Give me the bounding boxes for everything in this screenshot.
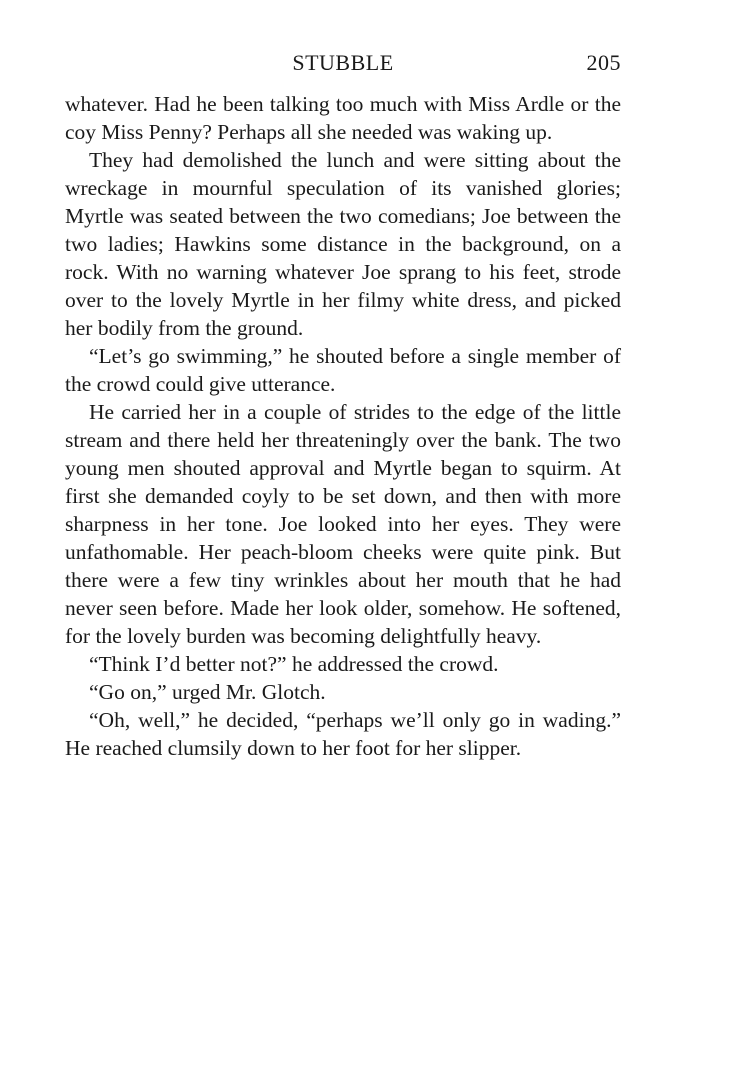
paragraph-3: “Let’s go swimming,” he shouted before a single member of the crowd could give utterance. (65, 344, 621, 396)
running-title: STUBBLE (292, 50, 394, 75)
running-head (65, 50, 621, 78)
paragraph-1: whatever. Had he been talking too much with Miss Ardle or the coy Miss Penny? Perhaps all she needed was waking up. (65, 92, 621, 144)
paragraph-2: They had demolished the lunch and were sitting about the wreckage in mournful speculation of its vanished glories; Myrtle was seated between the two comedians; Joe between the two ladies; Hawkins some distance in the background, on a rock. With no warning whatever Joe sprang to his feet, strode over to the lovely Myrtle in her filmy white dress, and picked her bodily from the ground. (65, 148, 621, 340)
body-text (65, 90, 621, 762)
book-page (65, 50, 621, 762)
page-number: 205 (586, 50, 621, 75)
paragraph-7: “Oh, well,” he decided, “perhaps we’ll only go in wading.” He reached clumsily down to her foot for her slipper. (65, 708, 621, 760)
paragraph-4: He carried her in a couple of strides to the edge of the little stream and there held her threateningly over the bank. The two young men shouted approval and Myrtle began to squirm. At first she demanded coyly to be set down, and then with more sharpness in her tone. Joe looked into her eyes. They were unfathomable. Her peach-bloom cheeks were quite pink. But there were a few tiny wrinkles about her mouth that he had never seen before. Made her look older, somehow. He softened, for the lovely burden was becoming delightfully heavy. (65, 400, 621, 648)
paragraph-6: “Go on,” urged Mr. Glotch. (89, 680, 326, 704)
paragraph-5: “Think I’d better not?” he addressed the crowd. (89, 652, 499, 676)
